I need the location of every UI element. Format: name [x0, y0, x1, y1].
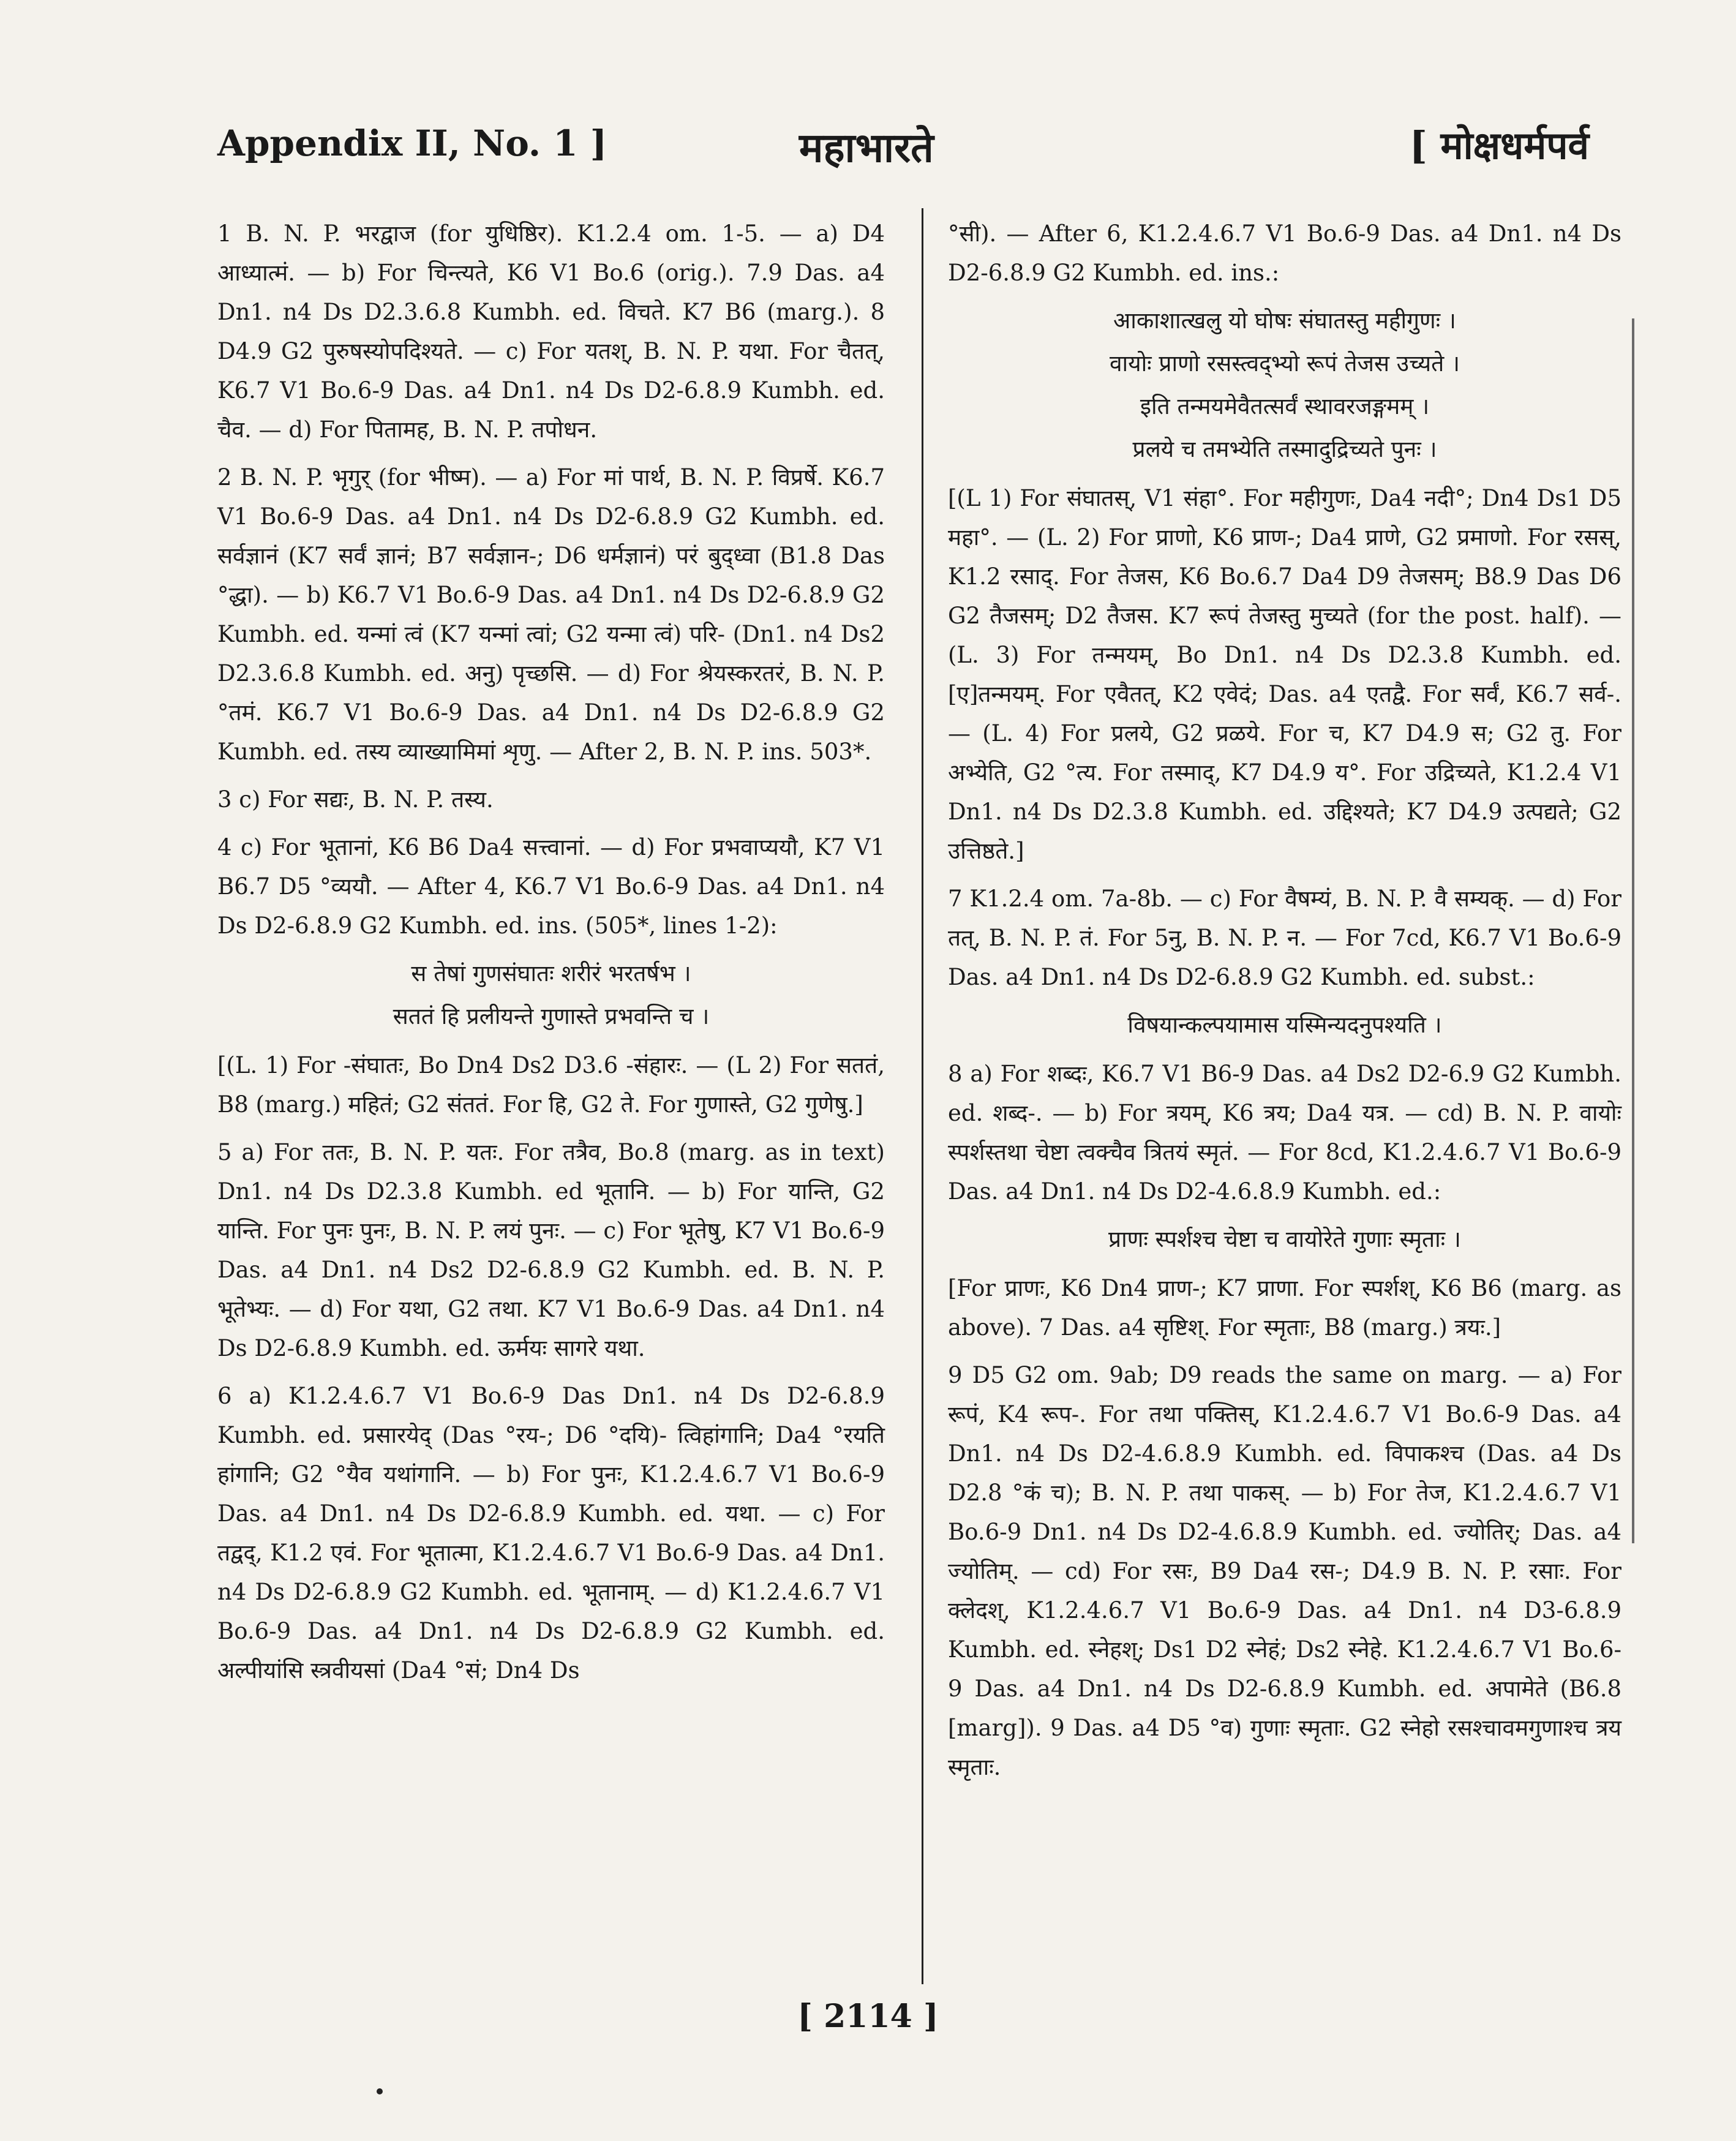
note-8: 8 a) For शब्दः, K6.7 V1 B6-9 Das. a4 Ds2 D2-6.9 G2 Kumbh. ed. शब्द-. — b) For त्रयम्, K6 त्रय; Da4 यत्र. — cd) B. N. P. वायोः स्पर्शस्तथा चेष्टा त्वक्चैव त्रितयं स्मृतं. — For 8cd, K1.2.4.6.7 V1 Bo.6-9 Das. a4 Dn1. n4 Ds D2-4.6.8.9 Kumbh. ed.:: [948, 1061, 1621, 1205]
margin-rule: [1632, 318, 1634, 1543]
note-3: 3 c) For सद्यः, B. N. P. तस्य.: [217, 786, 494, 813]
verse-block: [217, 954, 885, 1036]
note-9: 9 D5 G2 om. 9ab; D9 reads the same on marg. — a) For रूपं, K4 रूप-. For तथा पक्तिस्, K1.2.4.6.7 V1 Bo.6-9 Das. a4 Dn1. n4 Ds D2-4.6.8.9 Kumbh. ed. विपाकश्च (Das. a4 Ds D2.8 °कं च); B. N. P. तथा पाकस्. — b) For तेज, K1.2.4.6.7 V1 Bo.6-9 Dn1. n4 Ds D2-4.6.8.9 Kumbh. ed. ज्योतिर्; Das. a4 ज्योतिम्. — cd) For रसः, B9 Da4 रस-; D4.9 B. N. P. रसाः. For क्लेदश्, K1.2.4.6.7 V1 Bo.6-9 Das. a4 Dn1. n4 D3-6.8.9 Kumbh. ed. स्नेहश्; Ds1 D2 स्नेहं; Ds2 स्नेहे. K1.2.4.6.7 V1 Bo.6-9 Das. a4 Dn1. n4 Ds D2-6.8.9 Kumbh. ed. अपामेते (B6.8 [marg]). 9 Das. a4 D5 °व) गुणाः स्मृताः. G2 स्नेहो रसश्चावमगुणाश्च त्रय स्मृताः.: [948, 1362, 1621, 1780]
verse-line: वायोः प्राणो रसस्त्वद्भ्यो रूपं तेजस उच्यते ।: [1109, 350, 1460, 377]
verse-line: स तेषां गुणसंघातः शरीरं भरतर्षभ ।: [411, 960, 691, 987]
note-2: 2 B. N. P. भृगुर् (for भीष्म). — a) For मां पार्थ, B. N. P. विप्रर्षे. K6.7 V1 Bo.6-9 Das. a4 Dn1. n4 Ds D2-6.8.9 G2 Kumbh. ed. सर्वज्ञानं (K7 सर्वं ज्ञानं; B7 सर्वज्ञान-; D6 धर्मज्ञानं) परं बुद्ध्वा (B1.8 Das °द्धा). — b) K6.7 V1 Bo.6-9 Das. a4 Dn1. n4 Ds D2-6.8.9 G2 Kumbh. ed. यन्मां त्वं (K7 यन्मां त्वां; G2 यन्मा त्वं) परि- (Dn1. n4 Ds2 D2.3.6.8 Kumbh. ed. अनु) पृच्छसि. — d) For श्रेयस्करतरं, B. N. P. °तमं. K6.7 V1 Bo.6-9 Das. a4 Dn1. n4 Ds D2-6.8.9 G2 Kumbh. ed. तस्य व्याख्यामिमां शृणु. — After 2, B. N. P. ins. 503*.: [217, 464, 885, 765]
verse-line: प्रलये च तमभ्येति तस्मादुद्रिच्यते पुनः ।: [1132, 436, 1437, 462]
section-title: [ मोक्षधर्मपर्व: [1409, 123, 1589, 168]
verse-line: विषयान्कल्पयामास यस्मिन्यदनुपश्यति ।: [1127, 1012, 1442, 1038]
verse-line: प्राणः स्पर्शश्च चेष्टा च वायोरेते गुणाः स्मृताः ।: [1108, 1226, 1461, 1252]
note-5: 5 a) For ततः, B. N. P. यतः. For तत्रैव, Bo.8 (marg. as in text) Dn1. n4 Ds D2.3.8 Kumbh. ed भूतानि. — b) For यान्ति, G2 यान्ति. For पुनः पुनः, B. N. P. लयं पुनः. — c) For भूतेषु, K7 V1 Bo.6-9 Das. a4 Dn1. n4 Ds2 D2-6.8.9 G2 Kumbh. ed. B. N. P. भूतेभ्यः. — d) For यथा, G2 तथा. K7 V1 Bo.6-9 Das. a4 Dn1. n4 Ds D2-6.8.9 Kumbh. ed. ऊर्मयः सागरे यथा.: [217, 1139, 885, 1361]
verse-line: सततं हि प्रलीयन्ते गुणास्ते प्रभवन्ति च ।: [393, 1003, 710, 1029]
verse-line: आकाशात्खलु यो घोषः संघातस्तु महीगुणः ।: [1113, 307, 1456, 334]
verse-block: [948, 301, 1621, 469]
appendix-label: Appendix II, No. 1 ]: [217, 122, 607, 164]
verse-line: इति तन्मयमेवैतत्सर्वं स्थावरजङ्गमम् ।: [1140, 393, 1430, 420]
stray-mark: [377, 2088, 383, 2094]
verse-block: [948, 1006, 1621, 1045]
note-4: 4 c) For भूतानां, K6 B6 Da4 सत्त्वानां. — d) For प्रभवाप्ययौ, K7 V1 B6.7 D5 °व्ययौ. — After 4, K6.7 V1 Bo.6-9 Das. a4 Dn1. n4 Ds D2-6.8.9 G2 Kumbh. ed. ins. (505*, lines 1-2):: [217, 834, 885, 939]
left-column: [217, 214, 885, 1699]
note-6: 6 a) K1.2.4.6.7 V1 Bo.6-9 Das Dn1. n4 Ds D2-6.8.9 Kumbh. ed. प्रसारयेद् (Das °रय-; D6 °दयि)- त्विहांगानि; Da4 °रयति हांगानि; G2 °यैव यथांगानि. — b) For पुनः, K1.2.4.6.7 V1 Bo.6-9 Das. a4 Dn1. n4 Ds D2-6.8.9 Kumbh. ed. यथा. — c) For तद्वद्, K1.2 एवं. For भूतात्मा, K1.2.4.6.7 V1 Bo.6-9 Das. a4 Dn1. n4 Ds D2-6.8.9 G2 Kumbh. ed. भूतानाम्. — d) K1.2.4.6.7 V1 Bo.6-9 Das. a4 Dn1. n4 Ds D2-6.8.9 G2 Kumbh. ed. अल्पीयांसि स्त्रवीयसां (Da4 °सं; Dn4 Ds: [217, 1383, 885, 1684]
verse-block: [948, 1220, 1621, 1259]
note-6-variants: [(L 1) For संघातस्, V1 संहा°. For महीगुणः, Da4 नदी°; Dn4 Ds1 D5 महा°. — (L. 2) For प्राणो, K6 प्राण-; Da4 प्राणे, G2 प्रमाणो. For रसस्, K1.2 रसाद्. For तेजस, K6 Bo.6.7 Da4 D9 तेजसम्; B8.9 Das D6 G2 तैजसम्; D2 तैजस. K7 रूपं तेजस्तु मुच्यते (for the post. half). — (L. 3) For तन्मयम्, Bo Dn1. n4 Ds D2.3.8 Kumbh. ed. [ए]तन्मयम्. For एवैतत्, K2 एवेदं; Das. a4 एतद्वै. For सर्वं, K6.7 सर्व-. — (L. 4) For प्रलये, G2 प्रळये. For च, K7 D4.9 स; G2 तु. For अभ्येति, G2 °त्य. For तस्माद्, K7 D4.9 य°. For उद्रिच्यते, K1.2.4 V1 Dn1. n4 Ds D2.3.8 Kumbh. ed. उद्दिश्यते; K7 D4.9 उत्पद्यते; G2 उत्तिष्ठते.]: [948, 485, 1621, 864]
note-1: 1 B. N. P. भरद्वाज (for युधिष्ठिर). K1.2.4 om. 1-5. — a) D4 आध्यात्मं. — b) For चिन्त्यते, K6 V1 Bo.6 (orig.). 7.9 Das. a4 Dn1. n4 Ds D2.3.6.8 Kumbh. ed. विचते. K7 B6 (marg.). 8 D4.9 G2 पुरुषस्योपदिश्यते. — c) For यतश्, B. N. P. यथा. For चैतत्, K6.7 V1 Bo.6-9 Das. a4 Dn1. n4 Ds D2-6.8.9 Kumbh. ed. चैव. — d) For पितामह, B. N. P. तपोधन.: [217, 220, 885, 443]
right-column: [948, 214, 1621, 1796]
book-title: महाभारते: [799, 124, 934, 171]
page-number: [ 2114 ]: [797, 1998, 939, 2035]
note-4-variants: [(L. 1) For -संघातः, Bo Dn4 Ds2 D3.6 -संहारः. — (L 2) For सततं, B8 (marg.) महितं; G2 संततं. For हि, G2 ते. For गुणास्ते, G2 गुणेषु.]: [217, 1052, 885, 1118]
running-header: [217, 122, 1589, 190]
column-divider: [922, 208, 923, 1984]
note-7: 7 K1.2.4 om. 7a-8b. — c) For वैषम्यं, B. N. P. वै सम्यक्. — d) For तत्, B. N. P. तं. For 5नु, B. N. P. न. — For 7cd, K6.7 V1 Bo.6-9 Das. a4 Dn1. n4 Ds D2-6.8.9 G2 Kumbh. ed. subst.:: [948, 886, 1621, 990]
note-8-variants: [For प्राणः, K6 Dn4 प्राण-; K7 प्राणा. For स्पर्शश्, K6 B6 (marg. as above). 7 Das. a4 सृष्टिश्. For स्मृताः, B8 (marg.) त्रयः.]: [948, 1275, 1621, 1341]
note-6-cont: °सी). — After 6, K1.2.4.6.7 V1 Bo.6-9 Das. a4 Dn1. n4 Ds D2-6.8.9 G2 Kumbh. ed. ins.:: [948, 220, 1621, 286]
